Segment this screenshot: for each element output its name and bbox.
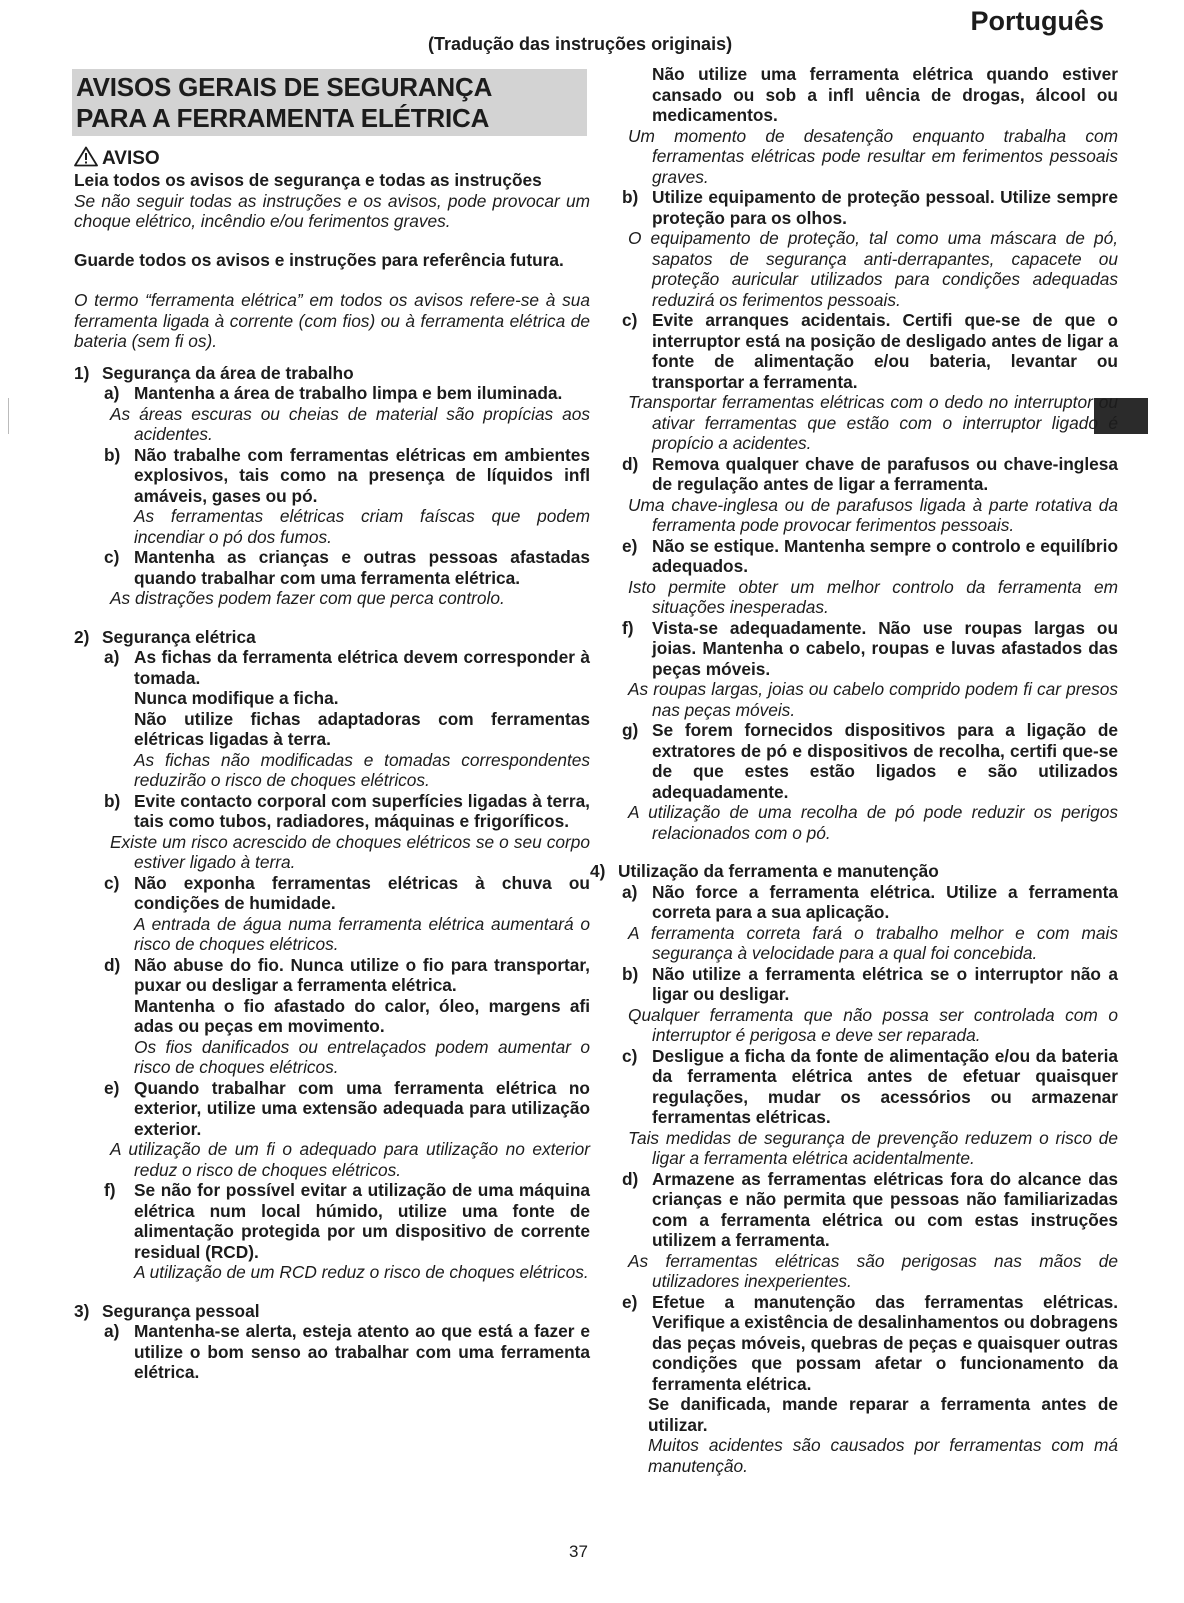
item-label: d) [104,954,121,975]
item-label: b) [622,187,639,207]
item-1a [74,383,590,404]
item-label: c) [622,310,638,330]
item-text: Efetue a manutenção das ferramentas elétricas. Verifique a existência de desalinhamentos ou dobragens das peças móveis, quebras de peças e quaisquer outras condições que possam afetar o funcionamento da ferramenta elétrica. [652,1291,1118,1394]
section-number: 4) [590,861,606,881]
section-1-heading [74,363,590,384]
item-2b [74,791,590,832]
item-3f [622,618,1118,680]
item-label: e) [622,1291,638,1312]
item-label: d) [622,453,639,474]
item-label: a) [104,647,120,667]
item-3a [74,1321,590,1383]
item-text: Remova qualquer chave de parafusos ou chave-inglesa de regulação antes de ligar a ferramenta. [652,453,1118,494]
item-text: Vista-se adequadamente. Não use roupas largas ou joias. Mantenha o cabelo, roupas e luvas afastados das peças móveis. [652,617,1118,679]
item-2b-explanation: Existe um risco acrescido de choques elétricos se o seu corpo estiver ligado à terra. [110,831,590,872]
item-2a [74,647,590,688]
item-3b-explanation: O equipamento de proteção, tal como uma máscara de pó, sapatos de segurança anti-derrapantes, capacete ou proteção auricular utilizados para condições adequadas reduzirá os ferimentos pessoais. [628,228,1118,310]
section-number: 3) [74,1300,90,1321]
section-title: Utilização da ferramenta e manutenção [618,861,939,881]
keep-instructions: Guarde todos os avisos e instruções para referência futura. [74,249,564,270]
item-1c-explanation: As distrações podem fazer com que perca controlo. [110,588,505,608]
item-text: Se não for possível evitar a utilização de uma máquina elétrica num local húmido, utilize uma fonte de alimentação protegida por um dispositivo de corrente residual (RCD). [134,1180,590,1262]
title-line-2: PARA A FERRAMENTA ELÉTRICA [76,103,490,133]
item-text: Se forem fornecidos dispositivos para a ligação de extratores de pó e dispositivos de recolha, certifi que-se de que estes estão ligados e são utilizados adequadamente. [652,720,1118,802]
item-4c [622,1046,1118,1128]
right-column [590,64,1118,1476]
item-text: Evite arranques acidentais. Certifi que-se de que o interruptor está na posição de desligado antes de ligar a fonte de alimentação e/ou bateria, levantar ou transportar a ferramenta. [652,310,1118,392]
item-1b [74,445,590,507]
page-title [72,69,587,136]
item-text: Não abuse do fio. Nunca utilize o fio para transportar, puxar ou desligar a ferramenta elétrica. [134,954,590,995]
item-2a-continuation-1: Nunca modifique a ficha. [134,688,339,708]
item-text: Não exponha ferramentas elétricas à chuva ou condições de humidade. [134,872,590,913]
item-label: e) [622,535,638,556]
item-label: b) [622,963,639,984]
item-1b-explanation: As ferramentas elétricas criam faíscas que podem incendiar o pó dos fumos. [134,506,590,547]
item-label: c) [104,547,120,567]
item-3b [622,187,1118,228]
item-2a-explanation: As fichas não modificadas e tomadas correspondentes reduzirão o risco de choques elétricos. [134,749,590,790]
item-1a-explanation: As áreas escuras ou cheias de material são propícias aos acidentes. [110,403,590,444]
item-text: Não trabalhe com ferramentas elétricas em ambientes explosivos, tais como na presença de líquidos infl amáveis, gases ou pó. [134,444,590,506]
title-line-1: AVISOS GERAIS DE SEGURANÇA [76,72,493,102]
item-text: Utilize equipamento de proteção pessoal. Utilize sempre proteção para os olhos. [652,187,1118,228]
item-2f [74,1180,590,1262]
item-text: Mantenha a área de trabalho limpa e bem iluminada. [134,383,563,403]
item-4a [622,882,1118,923]
item-label: f) [104,1180,116,1200]
section-4-heading [590,861,1118,882]
left-column [74,64,590,1383]
item-2e [74,1078,590,1140]
intro-bold: Leia todos os avisos de segurança e todas as instruções [74,170,542,190]
warning-heading [74,146,590,170]
translation-subtitle: (Tradução das instruções originais) [428,34,733,54]
item-text: Não se estique. Mantenha sempre o controlo e equilíbrio adequados. [652,535,1118,576]
warning-label: AVISO [102,148,160,169]
item-3a-continuation: Não utilize uma ferramenta elétrica quando estiver cansado ou sob a infl uência de drogas, álcool ou medicamentos. [652,64,1118,125]
section-3-heading [74,1301,590,1322]
item-4b-explanation: Qualquer ferramenta que não possa ser controlada com o interruptor é perigosa e deve ser reparada. [628,1004,1118,1045]
item-3e-explanation: Isto permite obter um melhor controlo da ferramenta em situações inesperadas. [628,576,1118,617]
item-2f-explanation: A utilização de um RCD reduz o risco de choques elétricos. [134,1262,589,1282]
item-2d [74,955,590,996]
item-text: Quando trabalhar com uma ferramenta elétrica no exterior, utilize uma extensão adequada para utilização exterior. [134,1077,590,1139]
item-2c [74,873,590,914]
item-3e [622,536,1118,577]
item-text: Não utilize a ferramenta elétrica se o interruptor não a ligar ou desligar. [652,963,1118,1004]
item-label: b) [104,790,121,811]
item-4d [622,1169,1118,1251]
item-3f-explanation: As roupas largas, joias ou cabelo comprido podem fi car presos nas peças móveis. [628,679,1118,720]
item-2d-explanation: Os fios danificados ou entrelaçados podem aumentar o risco de choques elétricos. [134,1036,590,1077]
item-label: d) [622,1168,639,1189]
item-label: a) [104,1321,120,1341]
warning-triangle-icon [74,146,98,167]
item-text: As fichas da ferramenta elétrica devem corresponder à tomada. [134,647,590,688]
section-number: 1) [74,362,90,383]
item-4e-continuation: Se danificada, mande reparar a ferramenta antes de utilizar. [648,1394,1118,1435]
item-label: b) [104,444,121,465]
item-4b [622,964,1118,1005]
item-3g-explanation: A utilização de uma recolha de pó pode reduzir os perigos relacionados com o pó. [628,802,1118,843]
section-2-heading [74,627,590,648]
item-2a-continuation-2: Não utilize fichas adaptadoras com ferramentas elétricas ligadas à terra. [134,708,590,749]
item-1c [74,547,590,588]
item-text: Armazene as ferramentas elétricas fora do alcance das crianças e não permita que pessoas não familiarizadas com a ferramenta elétrica ou com estas instruções utilizem a ferramenta. [652,1168,1118,1250]
section-number: 2) [74,626,90,647]
item-text: Não force a ferramenta elétrica. Utilize a ferramenta correta para a sua aplicação. [652,881,1118,922]
item-3c [622,310,1118,392]
item-2e-explanation: A utilização de um fi o adequado para utilização no exterior reduz o risco de choques elétricos. [110,1139,590,1180]
item-label: g) [622,720,639,740]
section-title: Segurança elétrica [102,626,256,647]
item-text: Mantenha-se alerta, esteja atento ao que está a fazer e utilize o bom senso ao trabalhar com uma ferramenta elétrica. [134,1321,590,1382]
item-3g [622,720,1118,802]
page-edge-mark [8,398,9,434]
item-2d-continuation: Mantenha o fio afastado do calor, óleo, margens afi adas ou peças em movimento. [134,995,590,1036]
item-label: c) [622,1045,638,1066]
section-title: Segurança da área de trabalho [102,362,354,383]
item-4e-explanation: Muitos acidentes são causados por ferramentas com má manutenção. [648,1435,1118,1476]
item-text: Desligue a ficha da fonte de alimentação e/ou da bateria da ferramenta elétrica antes de efetuar quaisquer regulações, mudar os acessórios ou armazenar ferramentas elétricas. [652,1045,1118,1127]
item-3c-explanation: Transportar ferramentas elétricas com o dedo no interruptor ou ativar ferramentas que estão com o interruptor ligado é propício a acidentes. [628,392,1118,453]
item-text: Mantenha as crianças e outras pessoas afastadas quando trabalhar com uma ferramenta elétrica. [134,547,590,588]
item-4a-explanation: A ferramenta correta fará o trabalho melhor e com mais segurança à velocidade para a qual foi concebida. [628,922,1118,963]
item-label: a) [104,383,120,403]
item-label: a) [622,881,638,902]
section-title: Segurança pessoal [102,1300,260,1321]
item-4d-explanation: As ferramentas elétricas são perigosas nas mãos de utilizadores inexperientes. [628,1250,1118,1291]
item-3d-explanation: Uma chave-inglesa ou de parafusos ligada à parte rotativa da ferramenta pode provocar ferimentos pessoais. [628,494,1118,535]
item-4e [622,1292,1118,1395]
intro-italic: Se não seguir todas as instruções e os avisos, pode provocar um choque elétrico, incêndio e/ou ferimentos graves. [74,190,590,231]
item-3a-explanation: Um momento de desatenção enquanto trabalha com ferramentas elétricas pode resultar em ferimentos pessoais graves. [628,125,1118,187]
item-3d [622,454,1118,495]
item-text: Evite contacto corporal com superfícies ligadas à terra, tais como tubos, radiadores, máquinas e frigoríficos. [134,790,590,831]
page-number: 37 [569,1542,588,1561]
item-2c-explanation: A entrada de água numa ferramenta elétrica aumentará o risco de choques elétricos. [134,913,590,954]
language-label: Português [970,6,1104,36]
item-label: e) [104,1077,120,1098]
term-definition: O termo “ferramenta elétrica” em todos os avisos refere-se à sua ferramenta ligada à corrente (com fios) ou à ferramenta elétrica de bateria (sem fi os). [74,290,590,351]
item-label: c) [104,872,120,893]
item-label: f) [622,617,634,638]
item-4c-explanation: Tais medidas de segurança de prevenção reduzem o risco de ligar a ferramenta elétrica acidentalmente. [628,1127,1118,1168]
